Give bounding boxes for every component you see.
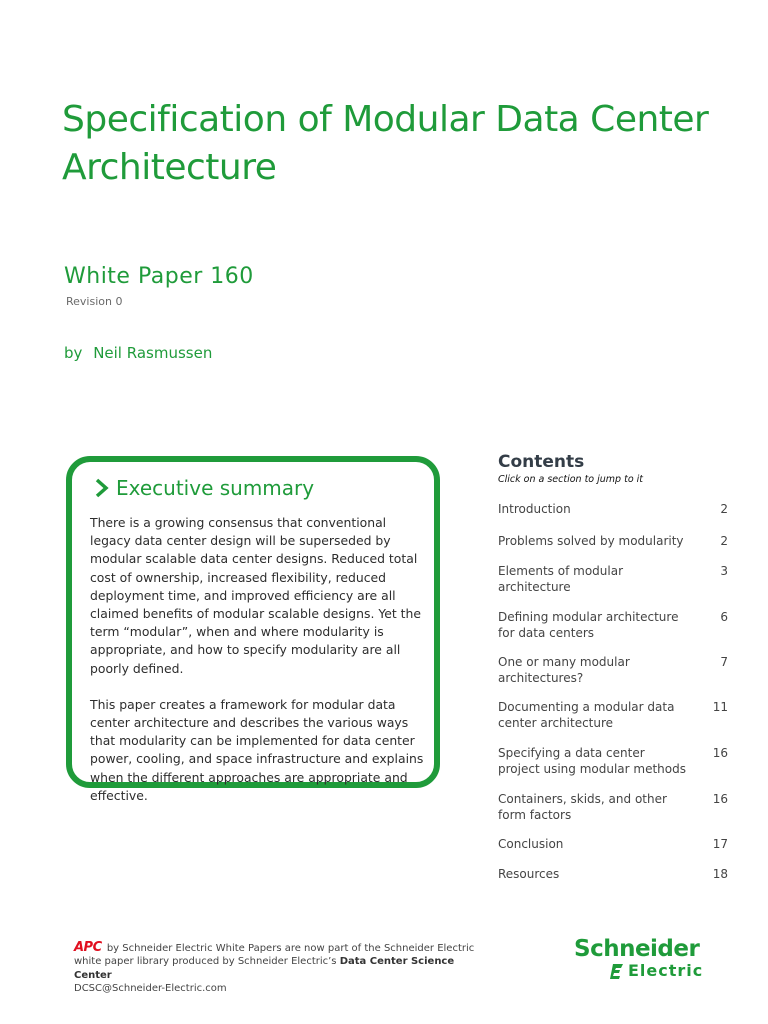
toc-item-resources[interactable] <box>498 867 728 883</box>
footer-line-2 <box>74 955 494 982</box>
logo-schneider-text: Schneider <box>574 936 700 962</box>
footer-email[interactable]: DCSC@Schneider-Electric.com <box>74 983 227 995</box>
summary-paragraph-2: This paper creates a framework for modular data center architecture and describes the various ways that modularity can be implemented for data center power, cooling, and space infrastructure and explains when the different approaches are appropriate and effective. <box>90 696 424 803</box>
toc-item-elements[interactable] <box>498 564 728 595</box>
toc-item-one-or-many[interactable] <box>498 655 728 686</box>
logo-electric-text: Electric <box>628 961 704 980</box>
toc-item-conclusion[interactable] <box>498 837 728 853</box>
data-center-science-center: Data Center Science Center <box>74 956 455 981</box>
document-title: Specification of Modular Data Center Architecture <box>62 99 709 188</box>
toc-item-page: 6 <box>720 610 728 624</box>
executive-summary-header <box>94 476 314 500</box>
white-paper-number: White Paper 160 <box>64 264 254 289</box>
toc-item-page: 17 <box>712 837 728 851</box>
chevron-right-icon <box>94 478 110 498</box>
executive-summary-box <box>66 456 440 803</box>
toc-item-label: Specifying a data center project using modular methods <box>498 746 686 776</box>
toc-item-label: Elements of modular architecture <box>498 564 624 594</box>
toc-item-label: Problems solved by modularity <box>498 534 684 548</box>
table-of-contents <box>498 452 730 881</box>
toc-item-label: Defining modular architecture for data centers <box>498 610 679 640</box>
byline <box>64 344 212 362</box>
byline-prefix: by <box>64 344 83 362</box>
schneider-electric-logo <box>574 936 724 982</box>
contents-hint: Click on a section to jump to it <box>498 474 644 485</box>
summary-paragraph-1: There is a growing consensus that conventional legacy data center design will be superseded by modular scalable data center designs. Reduced total cost of ownership, increased flexibility, reduced deployment time, and improved efficiency are all claimed benefits of modular scalable designs. Yet the term “modular”, when and where modularity is appropriate, and how to specify modularity are all poorly defined. <box>90 515 422 676</box>
toc-item-page: 16 <box>712 746 728 760</box>
toc-item-label: Conclusion <box>498 837 564 851</box>
apc-logo: APC <box>74 940 102 955</box>
toc-item-documenting[interactable] <box>498 700 728 731</box>
revision-label: Revision 0 <box>66 295 123 308</box>
toc-item-label: One or many modular architectures? <box>498 655 630 685</box>
toc-item-problems-solved[interactable] <box>498 534 728 550</box>
toc-item-containers[interactable] <box>498 792 728 823</box>
toc-item-specifying[interactable] <box>498 746 728 777</box>
toc-item-introduction[interactable] <box>498 502 728 518</box>
executive-summary-title: Executive summary <box>116 476 315 500</box>
toc-item-page: 18 <box>712 867 728 881</box>
toc-item-page: 2 <box>720 534 728 548</box>
footer-line-1 <box>74 941 494 955</box>
toc-item-page: 7 <box>720 655 728 669</box>
contents-title: Contents <box>498 452 585 472</box>
toc-item-label: Resources <box>498 867 560 881</box>
toc-item-defining[interactable] <box>498 610 728 641</box>
footer-text-1: by Schneider Electric White Papers are now part of the Schneider Electric <box>103 943 475 954</box>
author-name: Neil Rasmussen <box>93 344 213 362</box>
toc-item-label: Documenting a modular data center architecture <box>498 700 675 730</box>
life-is-on-icon <box>610 962 626 980</box>
toc-item-page: 3 <box>720 564 728 578</box>
toc-item-page: 11 <box>712 700 728 714</box>
toc-item-label: Containers, skids, and other form factors <box>498 792 667 822</box>
toc-item-label: Introduction <box>498 502 571 516</box>
toc-item-page: 16 <box>712 792 728 806</box>
footer-text-2: white paper library produced by Schneider Electric’s <box>74 956 340 968</box>
footer-note <box>74 941 494 996</box>
toc-item-page: 2 <box>720 502 728 516</box>
logo-electric-row <box>610 961 703 980</box>
executive-summary-body <box>90 514 426 823</box>
